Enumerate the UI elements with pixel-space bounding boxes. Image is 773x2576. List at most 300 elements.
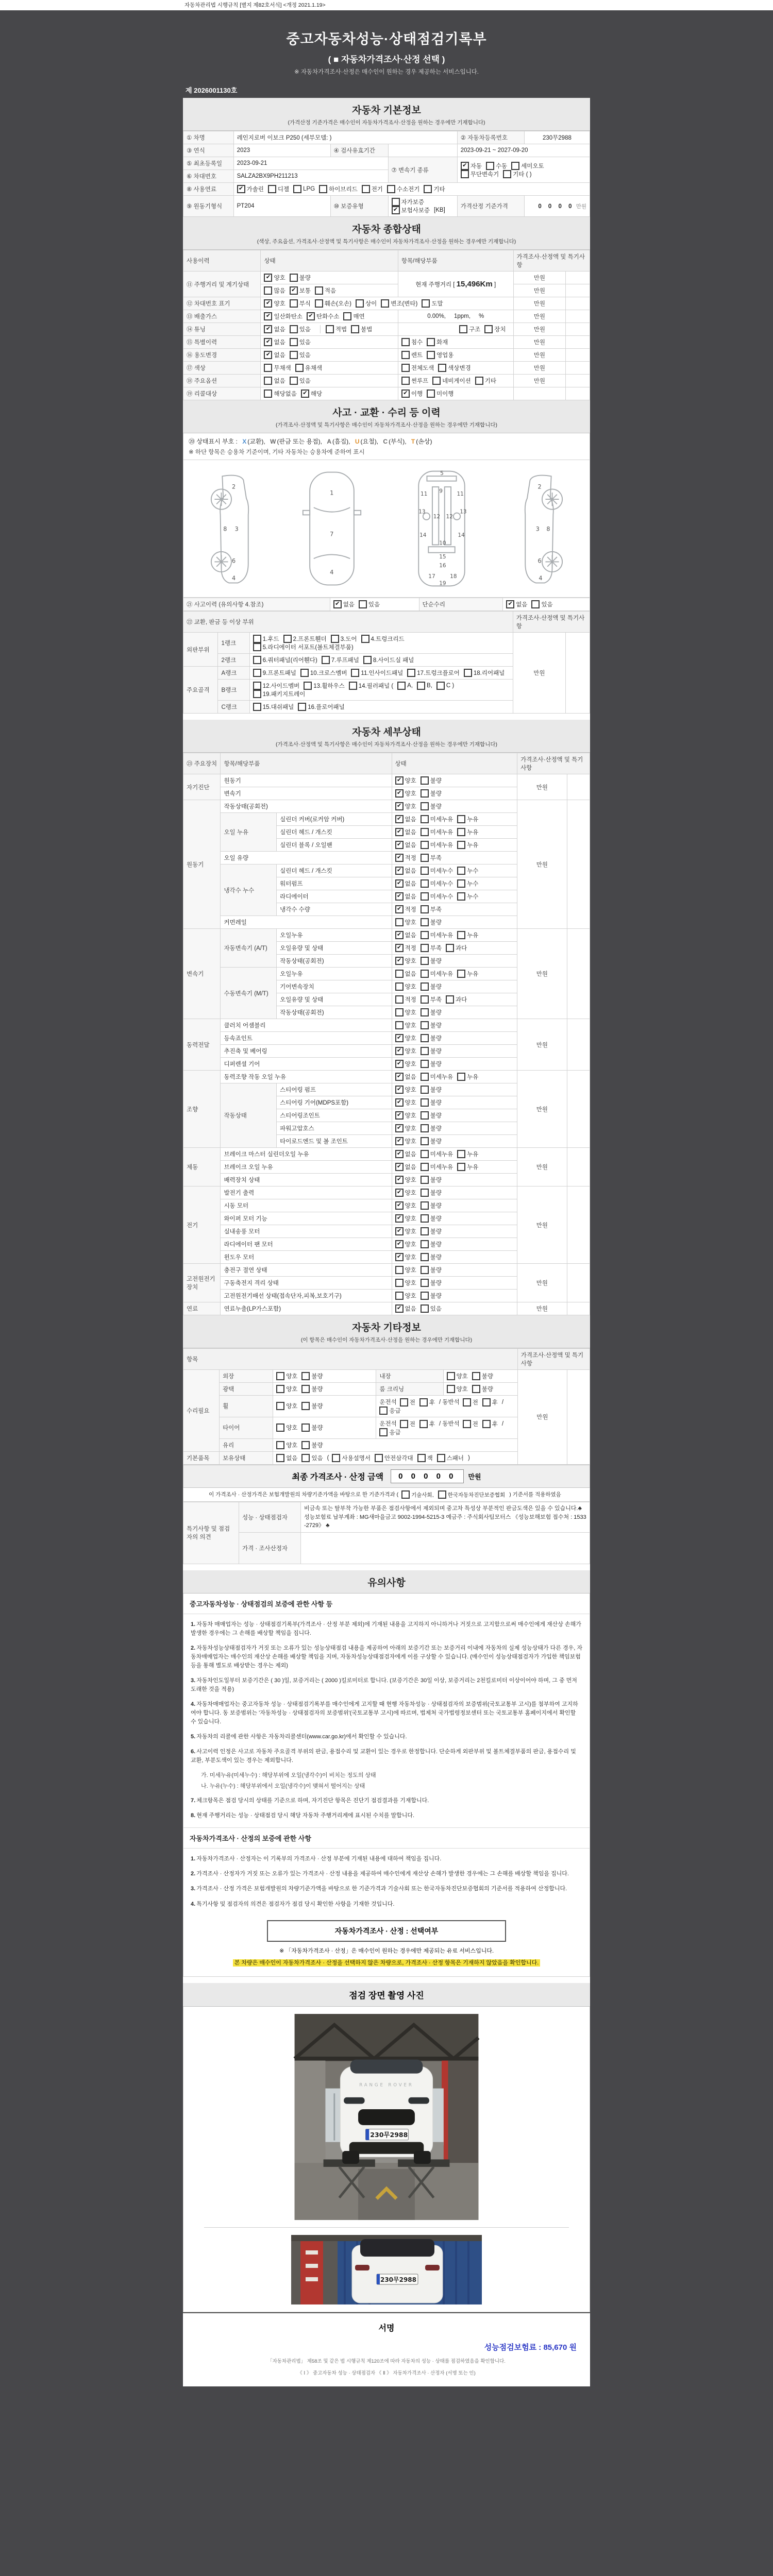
checkbox-checked-icon[interactable]: ✔ [395,1047,404,1055]
checkbox-icon[interactable] [457,931,465,939]
checkbox-icon[interactable] [427,389,435,398]
checkbox-option[interactable] [421,1008,442,1016]
checkbox-checked-icon[interactable]: ✔ [395,892,404,901]
checkbox-option[interactable] [392,198,424,206]
checkbox-icon[interactable] [268,185,276,193]
checkbox-option[interactable] [400,1398,415,1406]
checkbox-option[interactable] [301,1423,323,1432]
checkbox-icon[interactable] [437,1454,445,1462]
checkbox-option[interactable] [421,1150,453,1158]
checkbox-checked-icon[interactable]: ✔ [264,312,272,320]
checkbox-icon[interactable] [457,828,465,836]
checkbox-icon[interactable] [463,1420,471,1428]
checkbox-option[interactable] [421,1304,442,1313]
checkbox-option[interactable] [421,1189,442,1197]
checkbox-option[interactable] [253,635,279,643]
checkbox-checked-icon[interactable]: ✔ [395,854,404,862]
checkbox-option[interactable] [395,1253,416,1261]
checkbox-option[interactable] [395,982,416,991]
checkbox-icon[interactable] [319,185,327,193]
checkbox-icon[interactable] [401,1490,410,1499]
checkbox-checked-icon[interactable]: ✔ [395,1201,404,1210]
checkbox-icon[interactable] [315,286,323,295]
checkbox-icon[interactable] [421,1021,429,1029]
checkbox-checked-icon[interactable]: ✔ [395,1111,404,1120]
checkbox-icon[interactable] [472,1372,480,1380]
checkbox-icon[interactable] [401,377,410,385]
checkbox-option[interactable] [293,185,315,193]
checkbox-option[interactable] [531,600,552,608]
checkbox-option[interactable] [438,1490,506,1499]
checkbox-icon[interactable] [475,377,483,385]
checkbox-icon[interactable] [484,325,493,333]
checkbox-checked-icon[interactable]: ✔ [395,789,404,798]
checkbox-option[interactable] [395,1124,416,1132]
checkbox-option[interactable] [421,776,442,785]
checkbox-checked-icon[interactable]: ✔ [395,1086,404,1094]
checkbox-icon[interactable] [421,815,429,823]
checkbox-option[interactable] [459,325,480,333]
checkbox-icon[interactable] [421,957,429,965]
checkbox-option[interactable] [253,690,306,698]
checkbox-option[interactable] [457,1073,478,1081]
checkbox-option[interactable] [395,1201,416,1210]
checkbox-icon[interactable] [432,377,441,385]
checkbox-option[interactable] [421,1034,442,1042]
checkbox-icon[interactable] [421,1111,429,1120]
checkbox-option[interactable] [315,299,351,308]
checkbox-option[interactable] [421,1214,442,1223]
checkbox-checked-icon[interactable]: ✔ [401,389,410,398]
checkbox-icon[interactable] [264,389,272,398]
checkbox-option[interactable] [457,892,478,901]
checkbox-icon[interactable] [457,1073,465,1081]
checkbox-option[interactable] [253,669,296,677]
checkbox-option[interactable] [395,802,416,810]
checkbox-option[interactable] [290,351,311,359]
checkbox-checked-icon[interactable]: ✔ [264,351,272,359]
checkbox-icon[interactable] [417,682,425,690]
checkbox-icon[interactable] [290,377,298,385]
checkbox-option[interactable] [421,892,453,901]
checkbox-checked-icon[interactable]: ✔ [395,1073,404,1081]
checkbox-icon[interactable] [395,995,404,1004]
checkbox-icon[interactable] [421,1086,429,1094]
checkbox-option[interactable] [253,643,354,651]
checkbox-icon[interactable] [421,802,429,810]
checkbox-option[interactable] [395,841,416,849]
checkbox-option[interactable] [264,351,285,359]
checkbox-option[interactable] [395,1279,416,1287]
checkbox-icon[interactable] [301,1454,310,1462]
checkbox-icon[interactable] [421,867,429,875]
checkbox-icon[interactable] [253,703,261,711]
checkbox-option[interactable] [421,867,453,875]
checkbox-option[interactable] [379,1406,400,1415]
checkbox-icon[interactable] [387,185,395,193]
checkbox-icon[interactable] [511,162,519,170]
checkbox-option[interactable] [400,1420,415,1428]
checkbox-icon[interactable] [457,1150,465,1158]
checkbox-icon[interactable] [264,377,272,385]
checkbox-icon[interactable] [395,970,404,978]
checkbox-option[interactable] [421,1073,453,1081]
checkbox-icon[interactable] [395,1279,404,1287]
checkbox-icon[interactable] [457,892,465,901]
checkbox-checked-icon[interactable]: ✔ [333,600,342,608]
checkbox-option[interactable] [472,1372,493,1380]
checkbox-option[interactable] [395,854,416,862]
checkbox-option[interactable] [421,789,442,798]
checkbox-option[interactable] [421,1086,442,1094]
checkbox-option[interactable] [395,944,416,952]
checkbox-icon[interactable] [461,170,469,178]
checkbox-option[interactable] [276,1402,297,1410]
checkbox-icon[interactable] [276,1385,284,1393]
checkbox-option[interactable] [264,312,303,320]
checkbox-icon[interactable] [290,274,298,282]
checkbox-checked-icon[interactable]: ✔ [290,286,298,295]
checkbox-icon[interactable] [301,1441,310,1449]
checkbox-option[interactable] [484,325,506,333]
checkbox-option[interactable] [387,185,419,193]
checkbox-icon[interactable] [421,879,429,888]
checkbox-checked-icon[interactable]: ✔ [395,1060,404,1068]
checkbox-option[interactable] [421,1137,442,1145]
checkbox-option[interactable] [264,286,285,295]
checkbox-icon[interactable] [295,364,304,372]
checkbox-checked-icon[interactable]: ✔ [307,312,315,320]
checkbox-option[interactable] [381,299,417,308]
checkbox-option[interactable] [401,1490,434,1499]
checkbox-icon[interactable] [253,643,261,651]
checkbox-icon[interactable] [301,1402,310,1410]
checkbox-icon[interactable] [421,1073,429,1081]
checkbox-option[interactable] [463,1420,478,1428]
checkbox-option[interactable] [395,1176,416,1184]
checkbox-option[interactable] [395,1086,416,1094]
checkbox-icon[interactable] [298,703,306,711]
checkbox-option[interactable] [392,206,430,214]
checkbox-icon[interactable] [457,815,465,823]
checkbox-icon[interactable] [421,1279,429,1287]
checkbox-icon[interactable] [421,905,429,913]
checkbox-option[interactable] [237,185,264,193]
checkbox-option[interactable] [395,867,416,875]
checkbox-icon[interactable] [356,299,364,308]
checkbox-option[interactable] [436,682,454,690]
checkbox-option[interactable] [447,1372,468,1380]
checkbox-icon[interactable] [290,299,298,308]
checkbox-option[interactable] [461,170,499,178]
checkbox-option[interactable] [264,299,285,308]
checkbox-option[interactable] [421,841,453,849]
checkbox-icon[interactable] [395,1266,404,1274]
checkbox-icon[interactable] [379,1406,388,1415]
checkbox-checked-icon[interactable]: ✔ [395,1189,404,1197]
checkbox-icon[interactable] [290,351,298,359]
checkbox-icon[interactable] [421,931,429,939]
checkbox-option[interactable] [395,1214,416,1223]
checkbox-option[interactable] [421,802,442,810]
checkbox-option[interactable] [326,325,347,333]
checkbox-option[interactable] [395,1047,416,1055]
checkbox-option[interactable] [401,364,434,372]
checkbox-option[interactable] [482,1398,498,1406]
checkbox-icon[interactable] [417,1454,426,1462]
checkbox-icon[interactable] [421,1137,429,1145]
checkbox-icon[interactable] [419,1398,428,1406]
checkbox-icon[interactable] [421,1304,429,1313]
checkbox-icon[interactable] [421,1163,429,1171]
checkbox-icon[interactable] [351,669,359,677]
checkbox-option[interactable] [397,682,413,690]
checkbox-option[interactable] [401,389,423,398]
checkbox-option[interactable] [276,1423,297,1432]
checkbox-icon[interactable] [276,1441,284,1449]
checkbox-icon[interactable] [419,1420,428,1428]
checkbox-option[interactable] [421,995,442,1004]
checkbox-option[interactable] [421,957,442,965]
checkbox-option[interactable] [395,879,416,888]
checkbox-option[interactable] [356,299,377,308]
checkbox-icon[interactable] [421,841,429,849]
checkbox-icon[interactable] [301,1372,310,1380]
checkbox-checked-icon[interactable]: ✔ [264,274,272,282]
checkbox-icon[interactable] [421,1060,429,1068]
checkbox-icon[interactable] [421,828,429,836]
checkbox-icon[interactable] [427,351,435,359]
checkbox-option[interactable] [421,1253,442,1261]
checkbox-icon[interactable] [446,995,454,1004]
checkbox-icon[interactable] [264,286,272,295]
checkbox-option[interactable] [331,635,357,643]
checkbox-icon[interactable] [436,682,445,690]
checkbox-option[interactable] [421,1176,442,1184]
checkbox-option[interactable] [290,299,311,308]
checkbox-option[interactable] [300,669,347,677]
checkbox-checked-icon[interactable]: ✔ [264,299,272,308]
checkbox-checked-icon[interactable]: ✔ [301,389,309,398]
checkbox-option[interactable] [457,879,478,888]
checkbox-icon[interactable] [381,299,389,308]
checkbox-icon[interactable] [290,325,298,333]
checkbox-option[interactable] [395,1227,416,1235]
checkbox-option[interactable] [395,1240,416,1248]
checkbox-option[interactable] [472,1385,493,1393]
checkbox-option[interactable] [395,905,416,913]
checkbox-icon[interactable] [421,1098,429,1107]
checkbox-checked-icon[interactable]: ✔ [395,815,404,823]
checkbox-icon[interactable] [301,1423,310,1432]
checkbox-option[interactable] [424,185,445,193]
checkbox-checked-icon[interactable]: ✔ [237,185,245,193]
checkbox-option[interactable] [253,682,300,690]
checkbox-icon[interactable] [421,1124,429,1132]
checkbox-option[interactable] [421,815,453,823]
checkbox-option[interactable] [395,1021,416,1029]
checkbox-icon[interactable] [457,970,465,978]
checkbox-option[interactable] [438,364,470,372]
checkbox-icon[interactable] [351,325,359,333]
checkbox-option[interactable] [395,1137,416,1145]
checkbox-icon[interactable] [438,1490,446,1499]
checkbox-option[interactable] [307,312,339,320]
checkbox-icon[interactable] [332,1454,340,1462]
checkbox-option[interactable] [276,1441,297,1449]
checkbox-option[interactable] [395,789,416,798]
checkbox-checked-icon[interactable]: ✔ [395,841,404,849]
checkbox-icon[interactable] [276,1402,284,1410]
checkbox-option[interactable] [283,635,327,643]
checkbox-option[interactable] [304,682,344,690]
checkbox-option[interactable] [421,854,442,862]
checkbox-option[interactable] [301,1372,323,1380]
checkbox-option[interactable] [395,776,416,785]
checkbox-option[interactable] [421,1060,442,1068]
checkbox-checked-icon[interactable]: ✔ [506,600,514,608]
checkbox-icon[interactable] [401,351,410,359]
checkbox-option[interactable] [421,1021,442,1029]
checkbox-icon[interactable] [422,299,430,308]
checkbox-option[interactable] [422,299,443,308]
checkbox-icon[interactable] [421,944,429,952]
checkbox-option[interactable] [506,600,527,608]
checkbox-option[interactable] [301,1454,323,1462]
checkbox-option[interactable] [464,669,505,677]
checkbox-icon[interactable] [300,669,309,677]
checkbox-checked-icon[interactable]: ✔ [395,931,404,939]
checkbox-icon[interactable] [421,854,429,862]
checkbox-icon[interactable] [472,1385,480,1393]
checkbox-option[interactable] [421,982,442,991]
checkbox-checked-icon[interactable]: ✔ [395,1304,404,1313]
checkbox-checked-icon[interactable]: ✔ [395,1163,404,1171]
checkbox-option[interactable] [253,656,317,664]
checkbox-icon[interactable] [290,338,298,346]
checkbox-checked-icon[interactable]: ✔ [395,1098,404,1107]
checkbox-icon[interactable] [421,918,429,926]
checkbox-icon[interactable] [375,1454,383,1462]
checkbox-icon[interactable] [482,1420,491,1428]
checkbox-icon[interactable] [400,1398,408,1406]
checkbox-checked-icon[interactable]: ✔ [264,338,272,346]
checkbox-icon[interactable] [264,364,272,372]
checkbox-checked-icon[interactable]: ✔ [395,1124,404,1132]
checkbox-option[interactable] [446,944,467,952]
checkbox-option[interactable] [395,1304,416,1313]
checkbox-option[interactable] [395,1266,416,1274]
checkbox-option[interactable] [290,286,311,295]
checkbox-icon[interactable] [421,1189,429,1197]
checkbox-option[interactable] [437,1454,464,1462]
checkbox-option[interactable] [457,841,478,849]
checkbox-checked-icon[interactable]: ✔ [395,1034,404,1042]
checkbox-checked-icon[interactable]: ✔ [395,879,404,888]
checkbox-option[interactable] [401,351,423,359]
checkbox-icon[interactable] [421,1292,429,1300]
checkbox-option[interactable] [395,1111,416,1120]
checkbox-icon[interactable] [395,1008,404,1016]
checkbox-option[interactable] [432,377,471,385]
checkbox-option[interactable] [343,312,364,320]
checkbox-icon[interactable] [253,669,261,677]
checkbox-icon[interactable] [421,789,429,798]
checkbox-icon[interactable] [379,1428,388,1436]
checkbox-option[interactable] [427,338,448,346]
checkbox-icon[interactable] [326,325,334,333]
checkbox-option[interactable] [322,656,359,664]
checkbox-checked-icon[interactable]: ✔ [395,776,404,785]
checkbox-checked-icon[interactable]: ✔ [395,1240,404,1248]
checkbox-option[interactable] [395,957,416,965]
checkbox-icon[interactable] [421,995,429,1004]
checkbox-icon[interactable] [438,364,446,372]
checkbox-option[interactable] [427,389,453,398]
checkbox-icon[interactable] [253,690,261,698]
checkbox-icon[interactable] [253,635,261,643]
checkbox-icon[interactable] [304,682,312,690]
checkbox-option[interactable] [421,1111,442,1120]
checkbox-checked-icon[interactable]: ✔ [395,828,404,836]
checkbox-option[interactable] [457,828,478,836]
checkbox-option[interactable] [290,274,311,282]
checkbox-icon[interactable] [343,312,351,320]
checkbox-option[interactable] [475,377,496,385]
checkbox-option[interactable] [427,351,453,359]
checkbox-option[interactable] [395,892,416,901]
checkbox-option[interactable] [351,669,403,677]
checkbox-option[interactable] [264,338,285,346]
checkbox-icon[interactable] [401,338,410,346]
checkbox-option[interactable] [264,389,296,398]
checkbox-option[interactable] [421,1266,442,1274]
checkbox-option[interactable] [363,656,414,664]
checkbox-checked-icon[interactable]: ✔ [461,162,469,170]
checkbox-option[interactable] [421,1047,442,1055]
checkbox-option[interactable] [421,828,453,836]
checkbox-option[interactable] [298,703,345,711]
checkbox-option[interactable] [276,1372,297,1380]
checkbox-icon[interactable] [395,1292,404,1300]
checkbox-icon[interactable] [331,635,339,643]
checkbox-option[interactable] [511,162,544,170]
checkbox-icon[interactable] [253,656,261,664]
checkbox-option[interactable] [395,1189,416,1197]
checkbox-icon[interactable] [457,879,465,888]
checkbox-option[interactable] [264,364,291,372]
checkbox-icon[interactable] [421,1201,429,1210]
checkbox-icon[interactable] [349,682,357,690]
checkbox-checked-icon[interactable]: ✔ [264,325,272,333]
checkbox-option[interactable] [417,682,432,690]
checkbox-option[interactable] [463,1398,478,1406]
checkbox-option[interactable] [421,970,453,978]
checkbox-option[interactable] [421,931,453,939]
checkbox-icon[interactable] [421,1266,429,1274]
checkbox-option[interactable] [349,682,393,690]
checkbox-icon[interactable] [397,682,406,690]
checkbox-option[interactable] [301,389,322,398]
checkbox-icon[interactable] [293,185,301,193]
checkbox-icon[interactable] [447,1385,455,1393]
checkbox-option[interactable] [268,185,289,193]
checkbox-option[interactable] [457,1150,478,1158]
checkbox-icon[interactable] [421,892,429,901]
checkbox-icon[interactable] [301,1385,310,1393]
checkbox-option[interactable] [421,1163,453,1171]
checkbox-option[interactable] [301,1402,323,1410]
